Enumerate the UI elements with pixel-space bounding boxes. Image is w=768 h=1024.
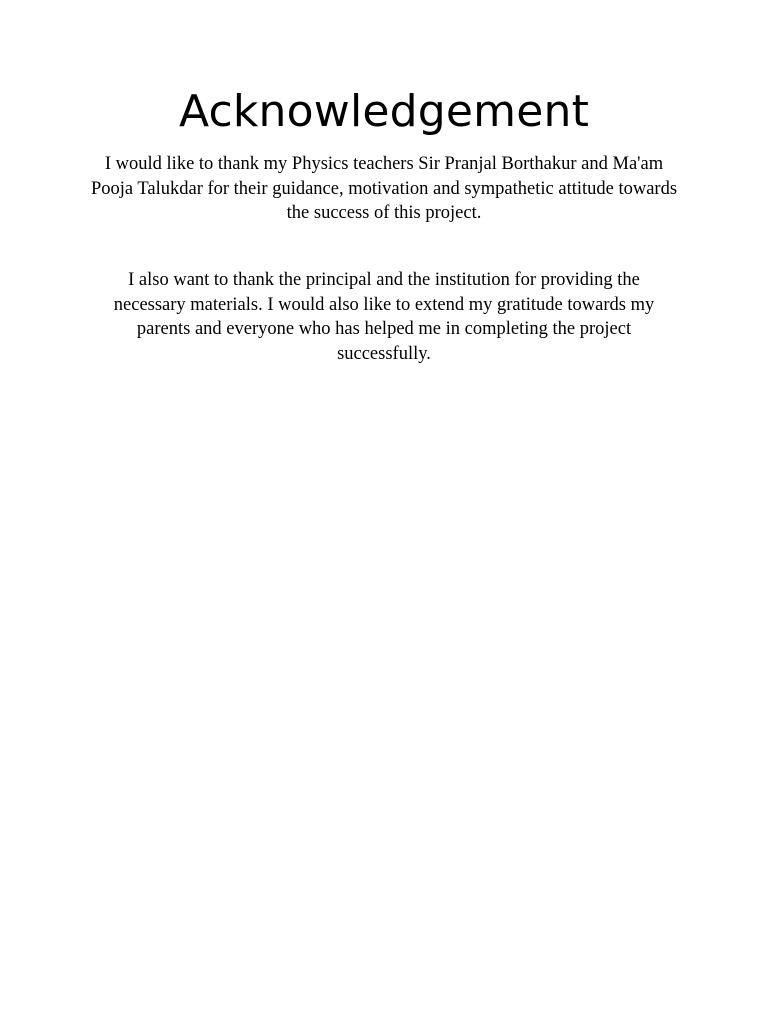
- acknowledgement-paragraph-1: I would like to thank my Physics teachers Sir Pranjal Borthakur and Ma'am Pooja Talukdar for their guidance, motivation and sympathetic attitude towards the success of this project.: [90, 154, 678, 223]
- acknowledgement-paragraph-2: I also want to thank the principal and the institution for providing the necessary materials. I would also like to extend my gratitude towards my parents and everyone who has helped me in completing the project successfully.: [113, 270, 655, 364]
- page-title: Acknowledgement: [178, 86, 590, 137]
